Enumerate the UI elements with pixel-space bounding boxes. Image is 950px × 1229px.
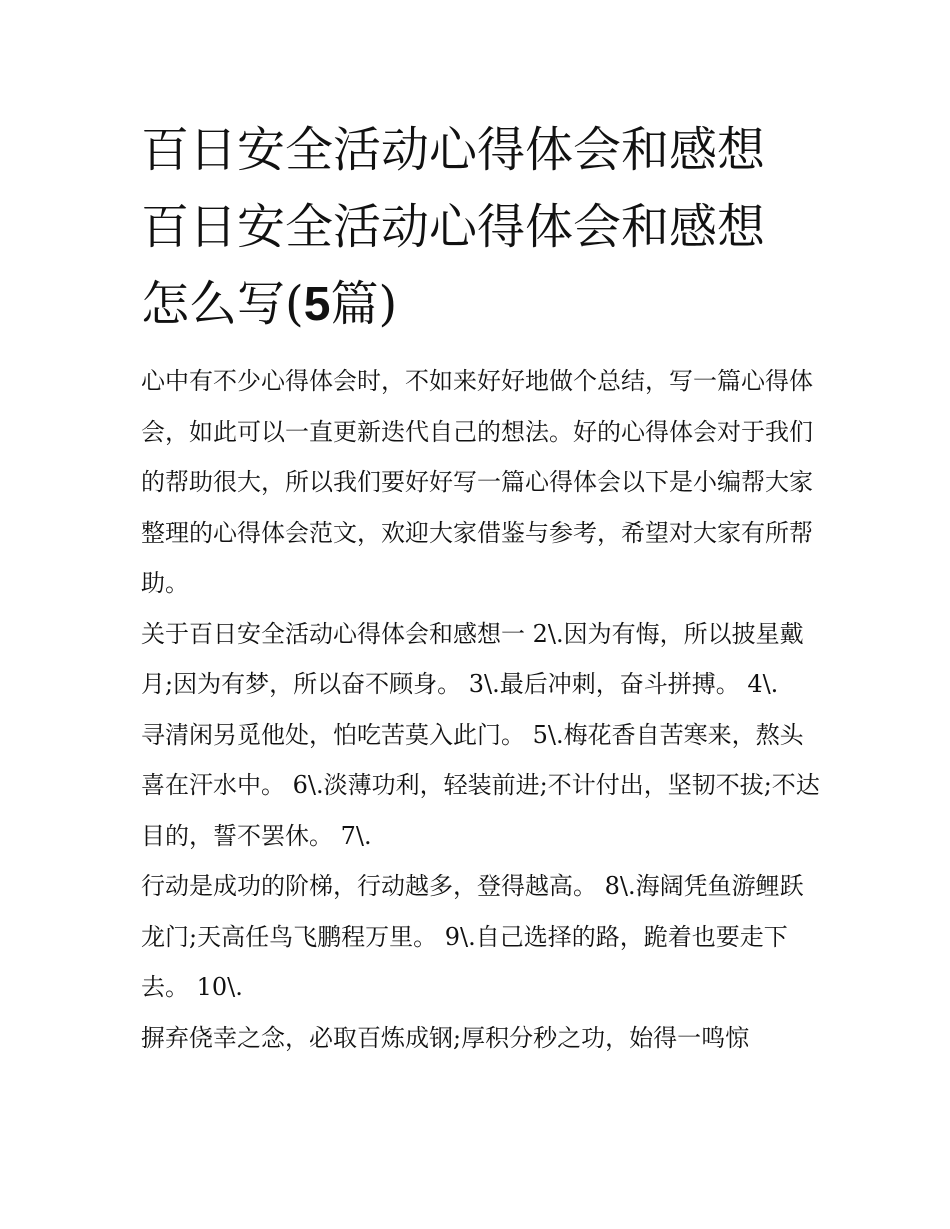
title-line-3-suffix: 篇): [330, 276, 398, 332]
document-title: [141, 112, 821, 343]
paragraph-item: 行动是成功的阶梯，行动越多，登得越高。 8\.海阔凭鱼游鲤跃龙门;天高任鸟飞鹏程万里。 9\.自己选择的路，跪着也要走下去。 10\.: [141, 872, 804, 1001]
paragraph-item: 关于百日安全活动心得体会和感想一 2\.因为有悔，所以披星戴月;因为有梦，所以奋不顾身。 3\.最后冲刺，奋斗拼搏。 4\.: [141, 619, 804, 698]
title-line-1: 百日安全活动心得体会和感想: [141, 122, 766, 178]
title-line-3-number: 5: [303, 278, 331, 331]
title-line-3-prefix: 怎么写(: [141, 276, 304, 332]
title-line-2: 百日安全活动心得体会和感想: [141, 199, 766, 255]
paragraph-intro: 心中有不少心得体会时，不如来好好地做个总结，写一篇心得体会，如此可以一直更新迭代自己的想法。好的心得体会对于我们的帮助很大，所以我们要好好写一篇心得体会以下是小编帮大家整理的心得体会范文，欢迎大家借鉴与参考，希望对大家有所帮助。: [141, 367, 813, 597]
paragraph-item: 寻清闲另觅他处，怕吃苦莫入此门。 5\.梅花香自苦寒来，熬头喜在汗水中。 6\.淡薄功利，轻装前进;不计付出，坚韧不拔;不达目的，誓不罢休。 7\.: [141, 720, 820, 850]
document-body: [141, 356, 821, 1063]
paragraph-item: 摒弃侥幸之念，必取百炼成钢;厚积分秒之功，始得一鸣惊: [141, 1023, 750, 1052]
